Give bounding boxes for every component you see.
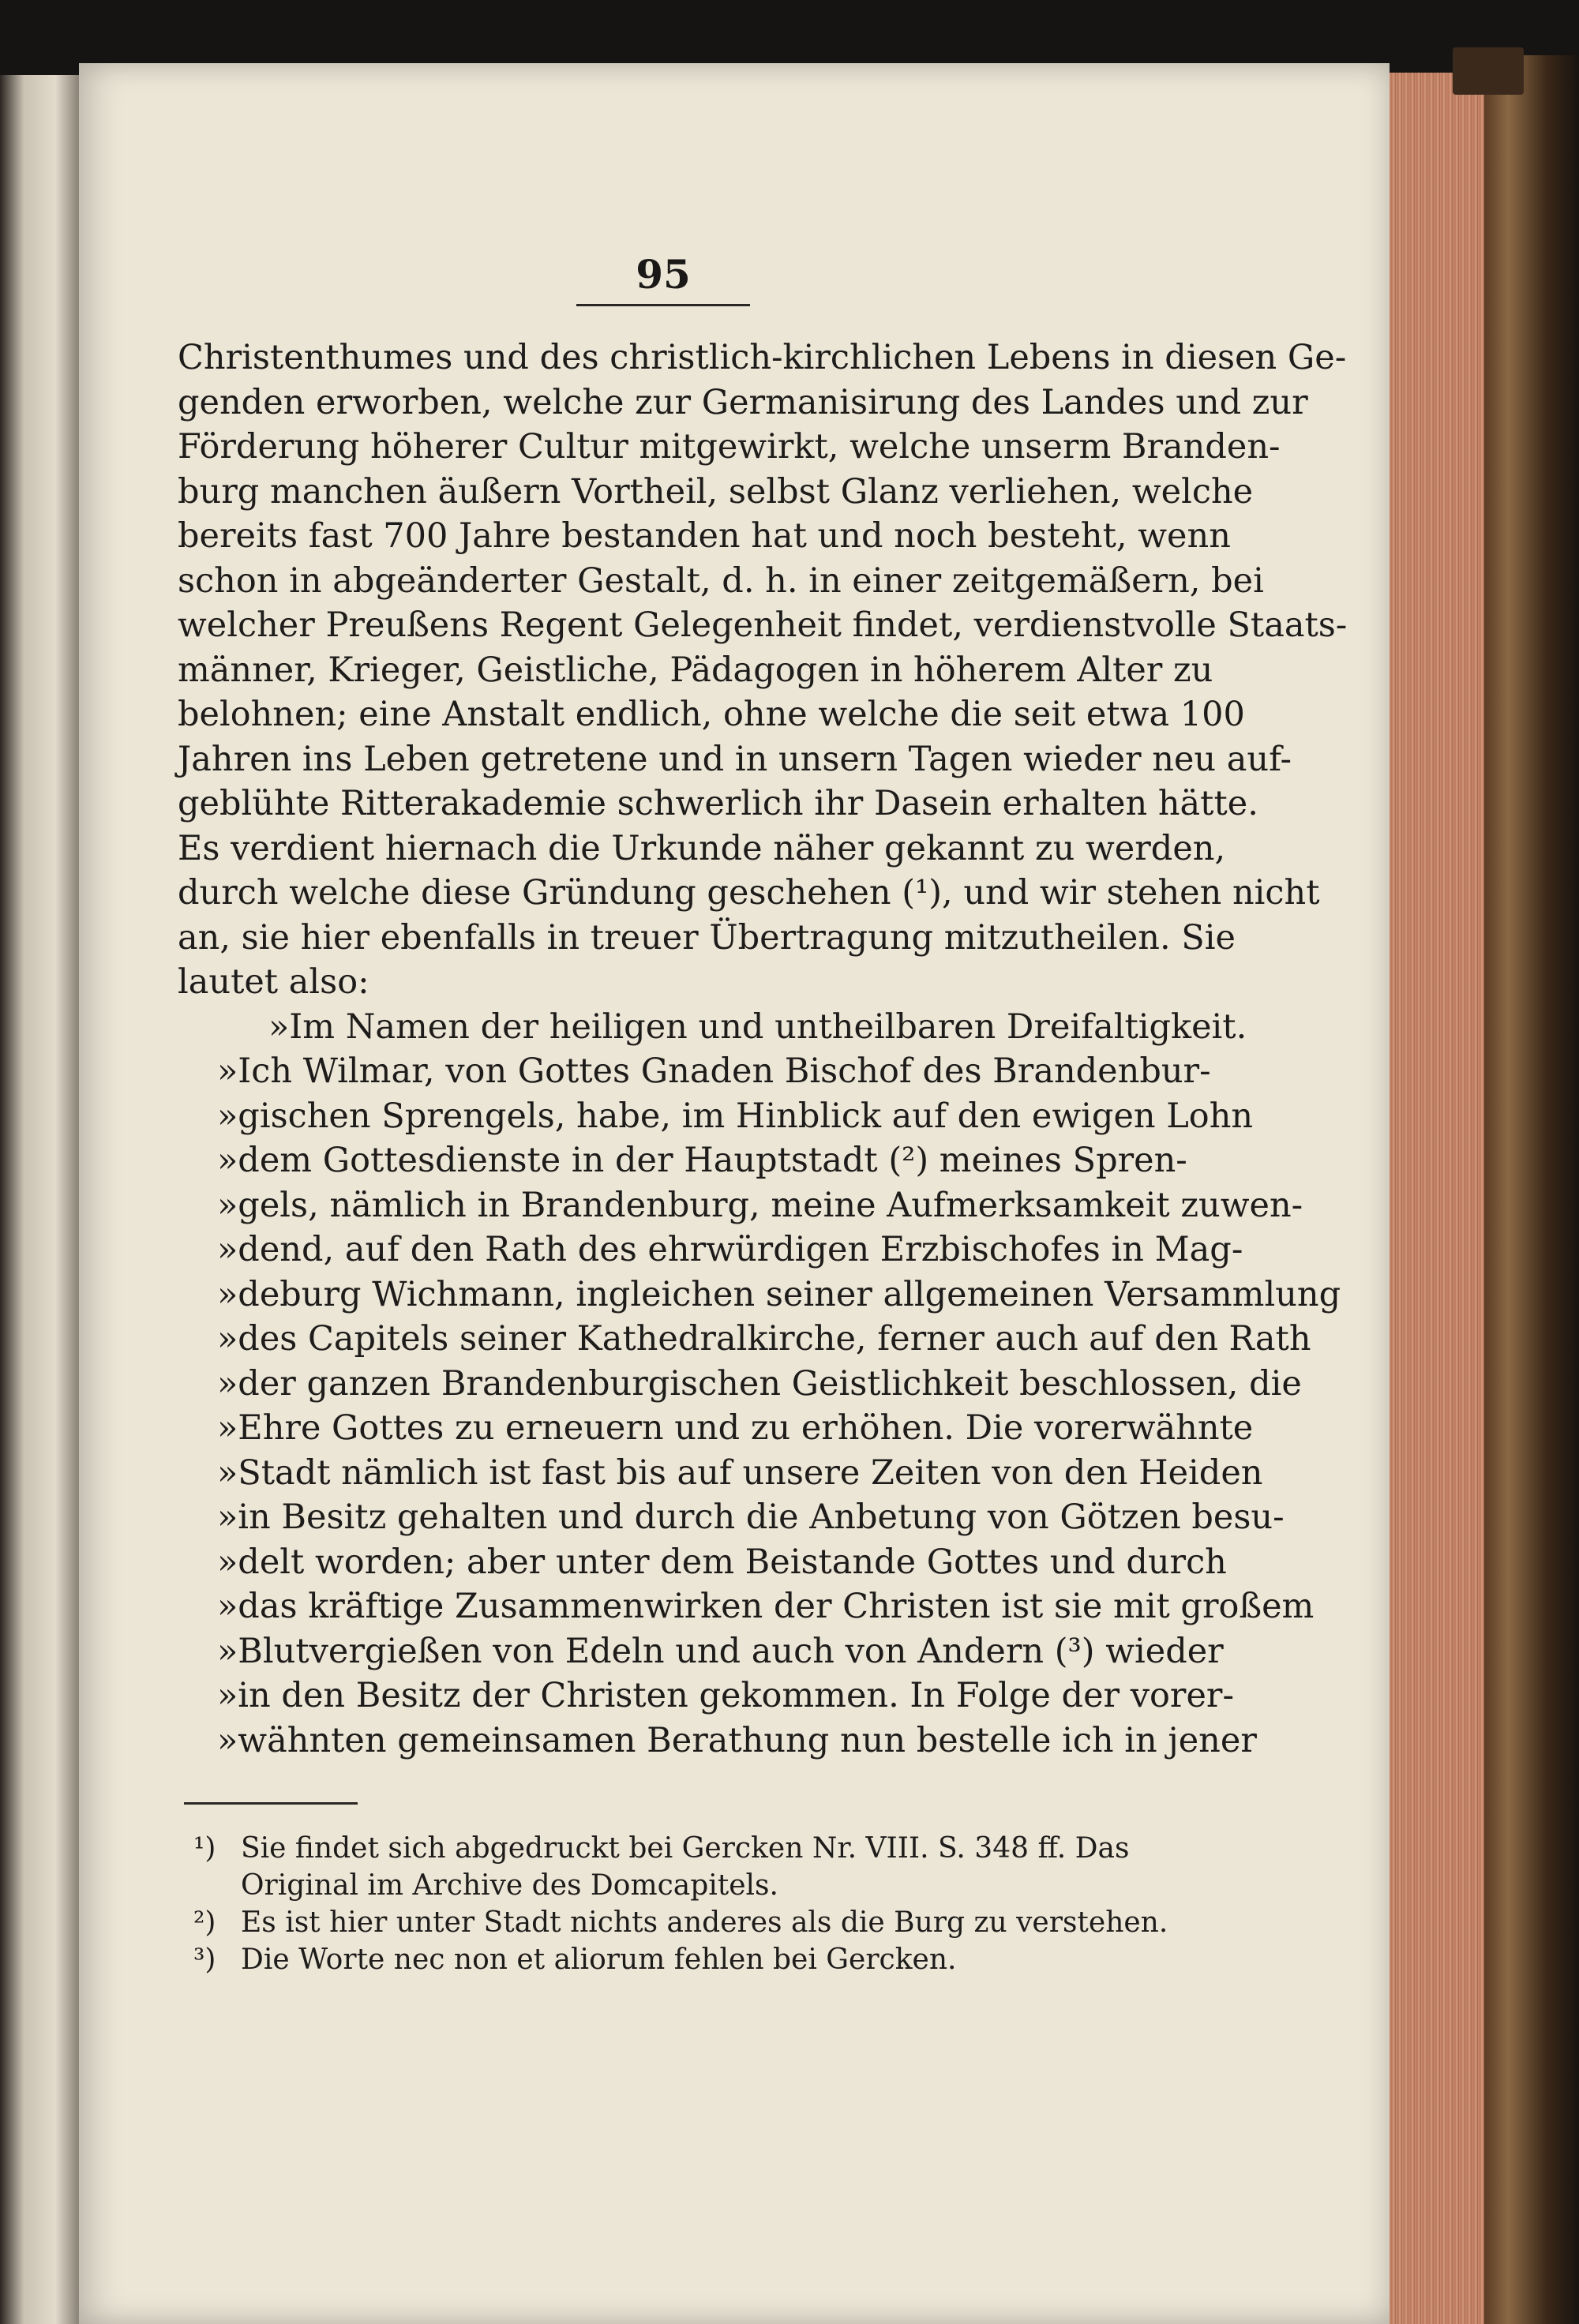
- body-text: [178, 335, 1348, 1763]
- book-cover-edge: [1484, 55, 1579, 2324]
- text-line: burg manchen äußern Vortheil, selbst Glanz verliehen, welche: [178, 471, 1254, 512]
- footnote-1-continued: [193, 1867, 1149, 1904]
- footnote-text: Sie findet sich abgedruckt bei Gercken Nr. VIII. S. 348 ff. Das: [241, 1832, 1130, 1865]
- text-line: belohnen; eine Anstalt endlich, ohne welche die seit etwa 100: [178, 695, 1245, 734]
- quote-line: »Im Namen der heiligen und untheilbaren Dreifaltigkeit.: [268, 1006, 1247, 1047]
- left-page-edge: [0, 75, 79, 2324]
- quote-line: »deburg Wichmann, ingleichen seiner allgemeinen Versammlung: [217, 1274, 1341, 1314]
- quote-line: »dem Gottesdienste in der Hauptstadt (²) meines Spren-: [217, 1141, 1187, 1180]
- text-line: Christenthumes und des christlich-kirchlichen Lebens in diesen Ge-: [178, 338, 1347, 377]
- text-line: männer, Krieger, Geistliche, Pädagogen in höherem Alter zu: [178, 650, 1213, 690]
- text-line: lautet also:: [178, 962, 369, 1002]
- quote-line: »wähnten gemeinsamen Berathung nun bestelle ich in jener: [217, 1720, 1257, 1760]
- footnote-rule: [184, 1802, 358, 1805]
- footnotes: [193, 1830, 1168, 1978]
- text-line: Es verdient hiernach die Urkunde näher gekannt zu werden,: [178, 828, 1226, 868]
- cover-corner: [1453, 47, 1524, 95]
- page-number: 95: [636, 251, 691, 298]
- footnote-text: Die Worte nec non et aliorum fehlen bei Gercken.: [241, 1944, 957, 1976]
- footnote-mark: ¹): [193, 1832, 216, 1865]
- quote-line: »in den Besitz der Christen gekommen. In Folge der vorer-: [217, 1676, 1235, 1715]
- quote-line: »Blutvergießen von Edeln und auch von Andern (³) wieder: [217, 1631, 1224, 1671]
- footnote-1: [193, 1830, 1149, 1867]
- quote-line: »der ganzen Brandenburgischen Geistlichkeit beschlossen, die: [217, 1363, 1302, 1404]
- footnote-text: Es ist hier unter Stadt nichts anderes als die Burg zu verstehen.: [241, 1906, 1168, 1939]
- footnote-2: [193, 1904, 1168, 1941]
- footnote-mark: ²): [193, 1906, 216, 1939]
- text-line: durch welche diese Gründung geschehen (¹), und wir stehen nicht: [178, 873, 1320, 913]
- quote-line: »delt worden; aber unter dem Beistande Gottes und durch: [217, 1542, 1227, 1582]
- page-number-rule: [576, 304, 750, 306]
- text-line: welcher Preußens Regent Gelegenheit findet, verdienstvolle Staats-: [178, 605, 1348, 645]
- quote-line: »Ich Wilmar, von Gottes Gnaden Bischof des Brandenbur-: [217, 1051, 1211, 1091]
- text-line: an, sie hier ebenfalls in treuer Übertragung mitzutheilen. Sie: [178, 917, 1236, 958]
- text-line: geblühte Ritterakademie schwerlich ihr Dasein erhalten hätte.: [178, 784, 1258, 823]
- quote-line: »Ehre Gottes zu erneuern und zu erhöhen. Die vorerwähnte: [217, 1408, 1254, 1448]
- text-line: Förderung höherer Cultur mitgewirkt, welche unserm Branden-: [178, 427, 1281, 467]
- footnote-3: [193, 1941, 1149, 1978]
- page-fore-edge: [1390, 73, 1484, 2324]
- quote-line: »dend, auf den Rath des ehrwürdigen Erzbischofes in Mag-: [217, 1230, 1243, 1269]
- footnote-text: Original im Archive des Domcapitels.: [241, 1869, 778, 1902]
- quote-line: »des Capitels seiner Kathedralkirche, ferner auch auf den Rath: [217, 1319, 1311, 1359]
- quote-line: »Stadt nämlich ist fast bis auf unsere Zeiten von den Heiden: [217, 1452, 1263, 1493]
- quote-line: »das kräftige Zusammenwirken der Christen ist sie mit großem: [217, 1587, 1315, 1626]
- quote-line: »gels, nämlich in Brandenburg, meine Aufmerksamkeit zuwen-: [217, 1185, 1303, 1225]
- quote-line: »in Besitz gehalten und durch die Anbetung von Götzen besu-: [217, 1497, 1285, 1537]
- quote-line: »gischen Sprengels, habe, im Hinblick auf den ewigen Lohn: [217, 1096, 1254, 1136]
- text-line: bereits fast 700 Jahre bestanden hat und noch besteht, wenn: [178, 516, 1231, 556]
- footnote-mark: ³): [193, 1944, 216, 1976]
- text-line: genden erworben, welche zur Germanisirung des Landes und zur: [178, 382, 1308, 422]
- text-line: Jahren ins Leben getretene und in unsern Tagen wieder neu auf-: [178, 739, 1292, 779]
- text-line: schon in abgeänderter Gestalt, d. h. in einer zeitgemäßern, bei: [178, 560, 1264, 601]
